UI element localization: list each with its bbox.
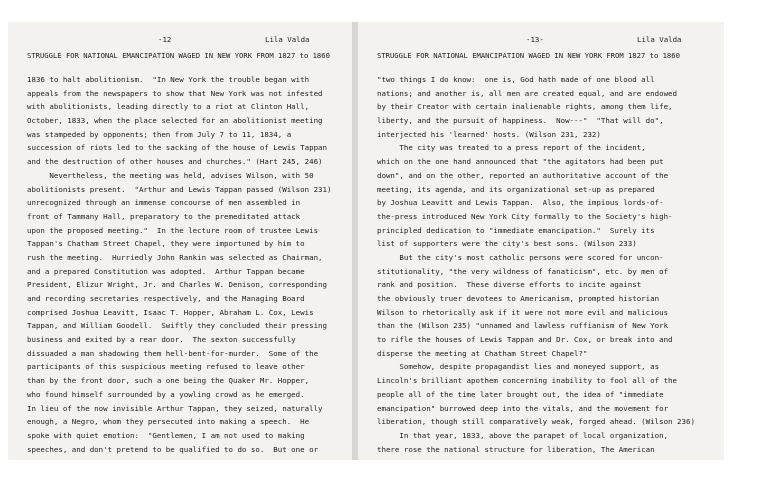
text-line: people all of the time later brought out, the idea of "immediate — [377, 389, 664, 399]
text-line: stitutionality, "the very wildness of fanaticism", etc. by men of — [377, 266, 669, 276]
text-line: interjected his 'learned' hosts. (Wilson 231, 232) — [377, 129, 601, 139]
text-line: Nevertheless, the meeting was held, advises Wilson, with 50 — [27, 170, 314, 180]
text-line: liberation, though still comparatively weak, forged ahead. (Wilson 236) — [377, 417, 695, 427]
text-line: there rose the national structure for liberation, The American — [377, 444, 655, 454]
text-line: by their Creator with certain inalienable rights, among them life, — [377, 102, 673, 112]
text-line: emancipation" burrowed deep into the vitals, and the movement for — [377, 403, 669, 413]
text-line: appeals from the newspapers to show that New York was not infested — [27, 88, 323, 98]
text-line: In that year, 1833, above the parapet of local organization, — [377, 430, 669, 440]
right-page-author: Lila Valda — [637, 35, 682, 44]
text-line: rank and position. These diverse efforts to incite against — [377, 280, 642, 290]
right-page-number: -13- — [526, 35, 544, 44]
text-line: 1836 to halt abolitionism. "In New York the trouble began with — [27, 75, 310, 84]
left-page-header — [27, 35, 340, 47]
text-line: principled dedication to "immediate emancipation." Surely its — [377, 225, 655, 235]
text-line: unrecognized through an immense concourse of men assembled in — [27, 198, 301, 208]
text-line: nations; and another is, all men are created equal, and are endowed — [377, 88, 678, 98]
left-running-title: STRUGGLE FOR NATIONAL EMANCIPATION WAGED IN NEW YORK FROM 1827 to 1860 — [27, 51, 330, 60]
text-line: Lincoln's brilliant apothem concerning inability to fool all of the — [377, 376, 678, 386]
text-line: and the destruction of other houses and churches." (Hart 245, 246) — [27, 157, 323, 167]
text-line: Somehow, despite propagandist lies and moneyed support, as — [377, 362, 660, 372]
text-line: rush the meeting. Hurriedly John Rankin was selected as Chairman, — [27, 252, 323, 262]
text-line: But the city's most catholic persons were scored for uncon- — [377, 252, 664, 262]
text-line: by Joshua Leavitt and Lewis Tappan. Also, the impious lords-of- — [377, 198, 664, 208]
text-line: who found himself surrounded by a yowling crowd as he emerged. — [27, 389, 305, 399]
right-page — [358, 22, 724, 460]
right-running-title: STRUGGLE FOR NATIONAL EMANCIPATION WAGED IN NEW YORK FROM 1827 to 1860 — [377, 51, 680, 60]
text-line: the obviously truer devotees to Americanism, prompted historian — [377, 294, 660, 303]
text-line: down", and on the other, reported an authoritative account of the — [377, 170, 669, 180]
text-line: enough, a Negro, whom they persecuted into making a speech. He — [27, 417, 310, 427]
text-line: and recording secretaries respectively, and the Managing Board — [27, 294, 305, 303]
text-line: In lieu of the now invisible Arthur Tappan, they seized, naturally — [27, 403, 323, 413]
text-line: President, Elizur Wright, Jr. and Charles W. Denison, corresponding — [27, 280, 328, 290]
text-line: business and exited by a rear door. The sexton successfully — [27, 335, 296, 345]
text-line: list of supporters were the city's best sons. (Wilson 233) — [377, 239, 637, 249]
text-line: succession of riots led to the sacking of the house of Lewis Tappan — [27, 143, 328, 153]
text-line: than the (Wilson 235) "unnamed and lawless ruffianism of New York — [377, 321, 669, 331]
text-line: "two things I do know: one is, God hath made of one blood all — [377, 75, 655, 84]
text-line: dissuaded a man shadowing them hell-bent-for-murder. Some of the — [27, 348, 319, 358]
text-line: Tappan's Chatham Street Chapel, they were importuned by him to — [27, 239, 305, 249]
text-line: spoke with quiet emotion: "Gentlemen, I am not used to making — [27, 430, 305, 440]
text-line: meeting, its agenda, and its organizational set-up as prepared — [377, 184, 655, 194]
text-line: the-press introduced New York City formally to the Society's high- — [377, 211, 673, 221]
text-line: Tappan, and William Goodell. Swiftly they concluded their pressing — [27, 321, 328, 331]
text-line: liberty, and the pursuit of happiness. Now---" "That will do", — [377, 116, 664, 126]
text-line: Wilson to rhetorically ask if it were not more evil and malicious — [377, 307, 669, 317]
left-page — [8, 22, 352, 460]
left-page-number: -12 — [158, 35, 172, 44]
text-line: than by the front door, such a one being the Quaker Mr. Hopper, — [27, 376, 310, 386]
text-line: The city was treated to a press report of the incident, — [377, 143, 646, 153]
text-line: speeches, and don't pretend to be qualified to do so. But one or — [27, 444, 319, 454]
text-line: participants of this suspicious meeting refused to leave other — [27, 362, 305, 372]
text-line: and a prepared Constitution was adopted. Arthur Tappan became — [27, 266, 305, 276]
text-line: to rifle the houses of Lewis Tappan and Dr. Cox, or break into and — [377, 335, 673, 345]
text-line: upon the proposed meeting." In the lecture room of trustee Lewis — [27, 225, 319, 235]
text-line: abolitionists present. "Arthur and Lewis Tappan passed (Wilson 231) — [27, 184, 332, 194]
text-line: with abolitionists, leading directly to a riot at Clinton Hall, — [27, 102, 310, 112]
right-page-header — [377, 35, 712, 47]
right-page-body — [377, 73, 712, 456]
text-line: was stampeded by opponents; then from July 7 to 11, 1834, a — [27, 129, 292, 139]
left-page-author: Lila Valda — [265, 35, 310, 44]
text-line: front of Tammany Hall, preparatory to the premeditated attack — [27, 211, 301, 221]
text-line: which on the one hand announced that "the agitators had been put — [377, 157, 664, 167]
text-line: October, 1833, when the place selected for an abolitionist meeting — [27, 116, 323, 126]
left-page-body — [27, 73, 340, 456]
text-line: disperse the meeting at Chatham Street Chapel?" — [377, 348, 588, 358]
text-line: comprised Joshua Leavitt, Isaac T. Hopper, Abraham L. Cox, Lewis — [27, 307, 314, 317]
